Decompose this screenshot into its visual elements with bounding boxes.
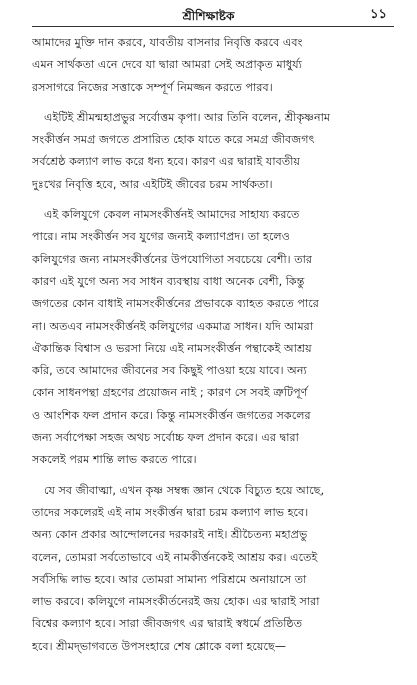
page-number: ১১	[370, 7, 387, 22]
text-line: তাদের সকলেরই এই নাম সংকীর্ত্তন দ্বারা চরম কল্যাণ লাভ হবে।	[32, 505, 309, 519]
header-divider	[32, 26, 394, 27]
text-line: সকলেই পরম শান্তি লাভ করতে পারে।	[32, 453, 197, 467]
text-line: হবে। শ্রীমদ্‌ভাগবতে উপসংহারে শেষ শ্লোকে বলা হয়েছে—	[32, 639, 286, 653]
text-line: জন্য সর্বাপেক্ষা সহজ অথচ সর্বোচ্চ ফল প্রদান করে। এর দ্বারা	[32, 431, 299, 445]
text-line: যে সব জীবাত্মা, এখন কৃষ্ণ সম্বন্ধ জ্ঞান থেকে বিচ্যুত হয়ে আছে,	[44, 483, 325, 497]
text-line: কারণ এই যুগে অন্য সব সাধন ব্যবস্থায় বাধা অনেক বেশী, কিন্তু	[32, 274, 305, 288]
text-line: জগতের কোন বাধাই নামসংকীর্ত্তনের প্রভাবকে ব্যাহত করতে পারে	[32, 297, 319, 311]
paragraph-3	[32, 204, 394, 472]
paragraph-2	[32, 107, 394, 196]
paragraph-gap	[32, 99, 394, 107]
text-line: বিশ্বের কল্যাণ হবে। সারা জীবজগৎ এর দ্বারাই স্বধর্মে প্রতিষ্ঠিত	[32, 617, 303, 631]
text-line: এই কলিযুগে কেবল নামসংকীর্ত্তনই আমাদের সাহায্য করতে	[44, 208, 300, 222]
text-line: না। অতএব নামসংকীর্ত্তনই কলিযুগের একমাত্র সাধন। যদি আমরা	[32, 319, 314, 333]
text-line: বলেন, তোমরা সর্বতোভাবে এই নামকীর্ত্তনকেই আশ্রয় কর। এতেই	[32, 550, 318, 564]
text-line: দুঃখের নিবৃত্তি হবে, আর এইটিই জীবের চরম সার্থকতা।	[32, 177, 273, 191]
text-line: পারে। নাম সংকীর্ত্তন সব যুগের জন্যই কল্যাণপ্রদ। তা হলেও	[32, 230, 291, 244]
text-line: কলিযুগের জন্য নামসংকীর্ত্তনের উপযোগিতা সবচেয়ে বেশী। তার	[32, 252, 313, 266]
text-line: কোন সাধনপন্থা গ্রহণের প্রয়োজন নাই ; কারণ সে সবই ত্রুটিপূর্ণ	[32, 386, 308, 400]
text-line: আমাদের মুক্তি দান করবে, যাবতীয় বাসনার নিবৃত্তি করবে এবং	[32, 36, 303, 49]
text-line: এইটিই শ্রীমন্মহাপ্রভুর সর্বোত্তম কৃপা। আর তিনি বলেন, শ্রীকৃষ্ণনাম	[44, 110, 331, 124]
text-line: সংকীর্ত্তন সমগ্র জগতে প্রসারিত হোক যাতে করে সমগ্র জীবজগৎ	[32, 133, 315, 147]
text-line: সর্বশ্রেষ্ঠ কল্যাণ লাভ করে ধন্য হবে। কারণ এর দ্বারাই যাবতীয়	[32, 155, 301, 169]
text-line: ও আংশিক ফল প্রদান করে। কিন্তু নামসংকীর্ত্তন জগতের সকলের	[32, 408, 311, 422]
text-line: এমন সার্থকতা এনে দেবে যা দ্বারা আমরা সেই অপ্রাকৃত মাধুর্য্য	[32, 58, 302, 72]
running-title: শ্রীশিক্ষাষ্টক	[182, 9, 235, 23]
paragraph-4	[32, 480, 394, 658]
text-line: করি, তবে আমাদের জীবনের সব কিছুই পাওয়া হয়ে যাবে। অন্য	[32, 364, 307, 378]
paragraph-gap	[32, 196, 394, 204]
text-line: লাভ করবে। কলিযুগে নামসংকীর্তনেরই জয় হোক। এর দ্বারাই সারা	[32, 595, 320, 609]
text-line: রসসাগরে নিজের সত্তাকে সম্পূর্ণ নিমজ্জন করতে পারব।	[32, 80, 273, 94]
page-body	[32, 32, 394, 658]
paragraph-1	[32, 32, 394, 99]
text-line: ঐকান্তিক বিশ্বাস ও ভরসা নিয়ে এই নামসংকীর্ত্তন পন্থাকেই আশ্রয়	[32, 341, 312, 355]
paragraph-gap	[32, 472, 394, 480]
text-line: অন্য কোন প্রকার আন্দোলনের দরকারই নাই। শ্রীচৈতন্য মহাপ্রভু	[32, 528, 308, 542]
text-line: সর্বসিদ্ধি লাভ হবে। আর তোমরা সামান্য পরিশ্রমে অনায়াসে তা	[32, 572, 307, 586]
